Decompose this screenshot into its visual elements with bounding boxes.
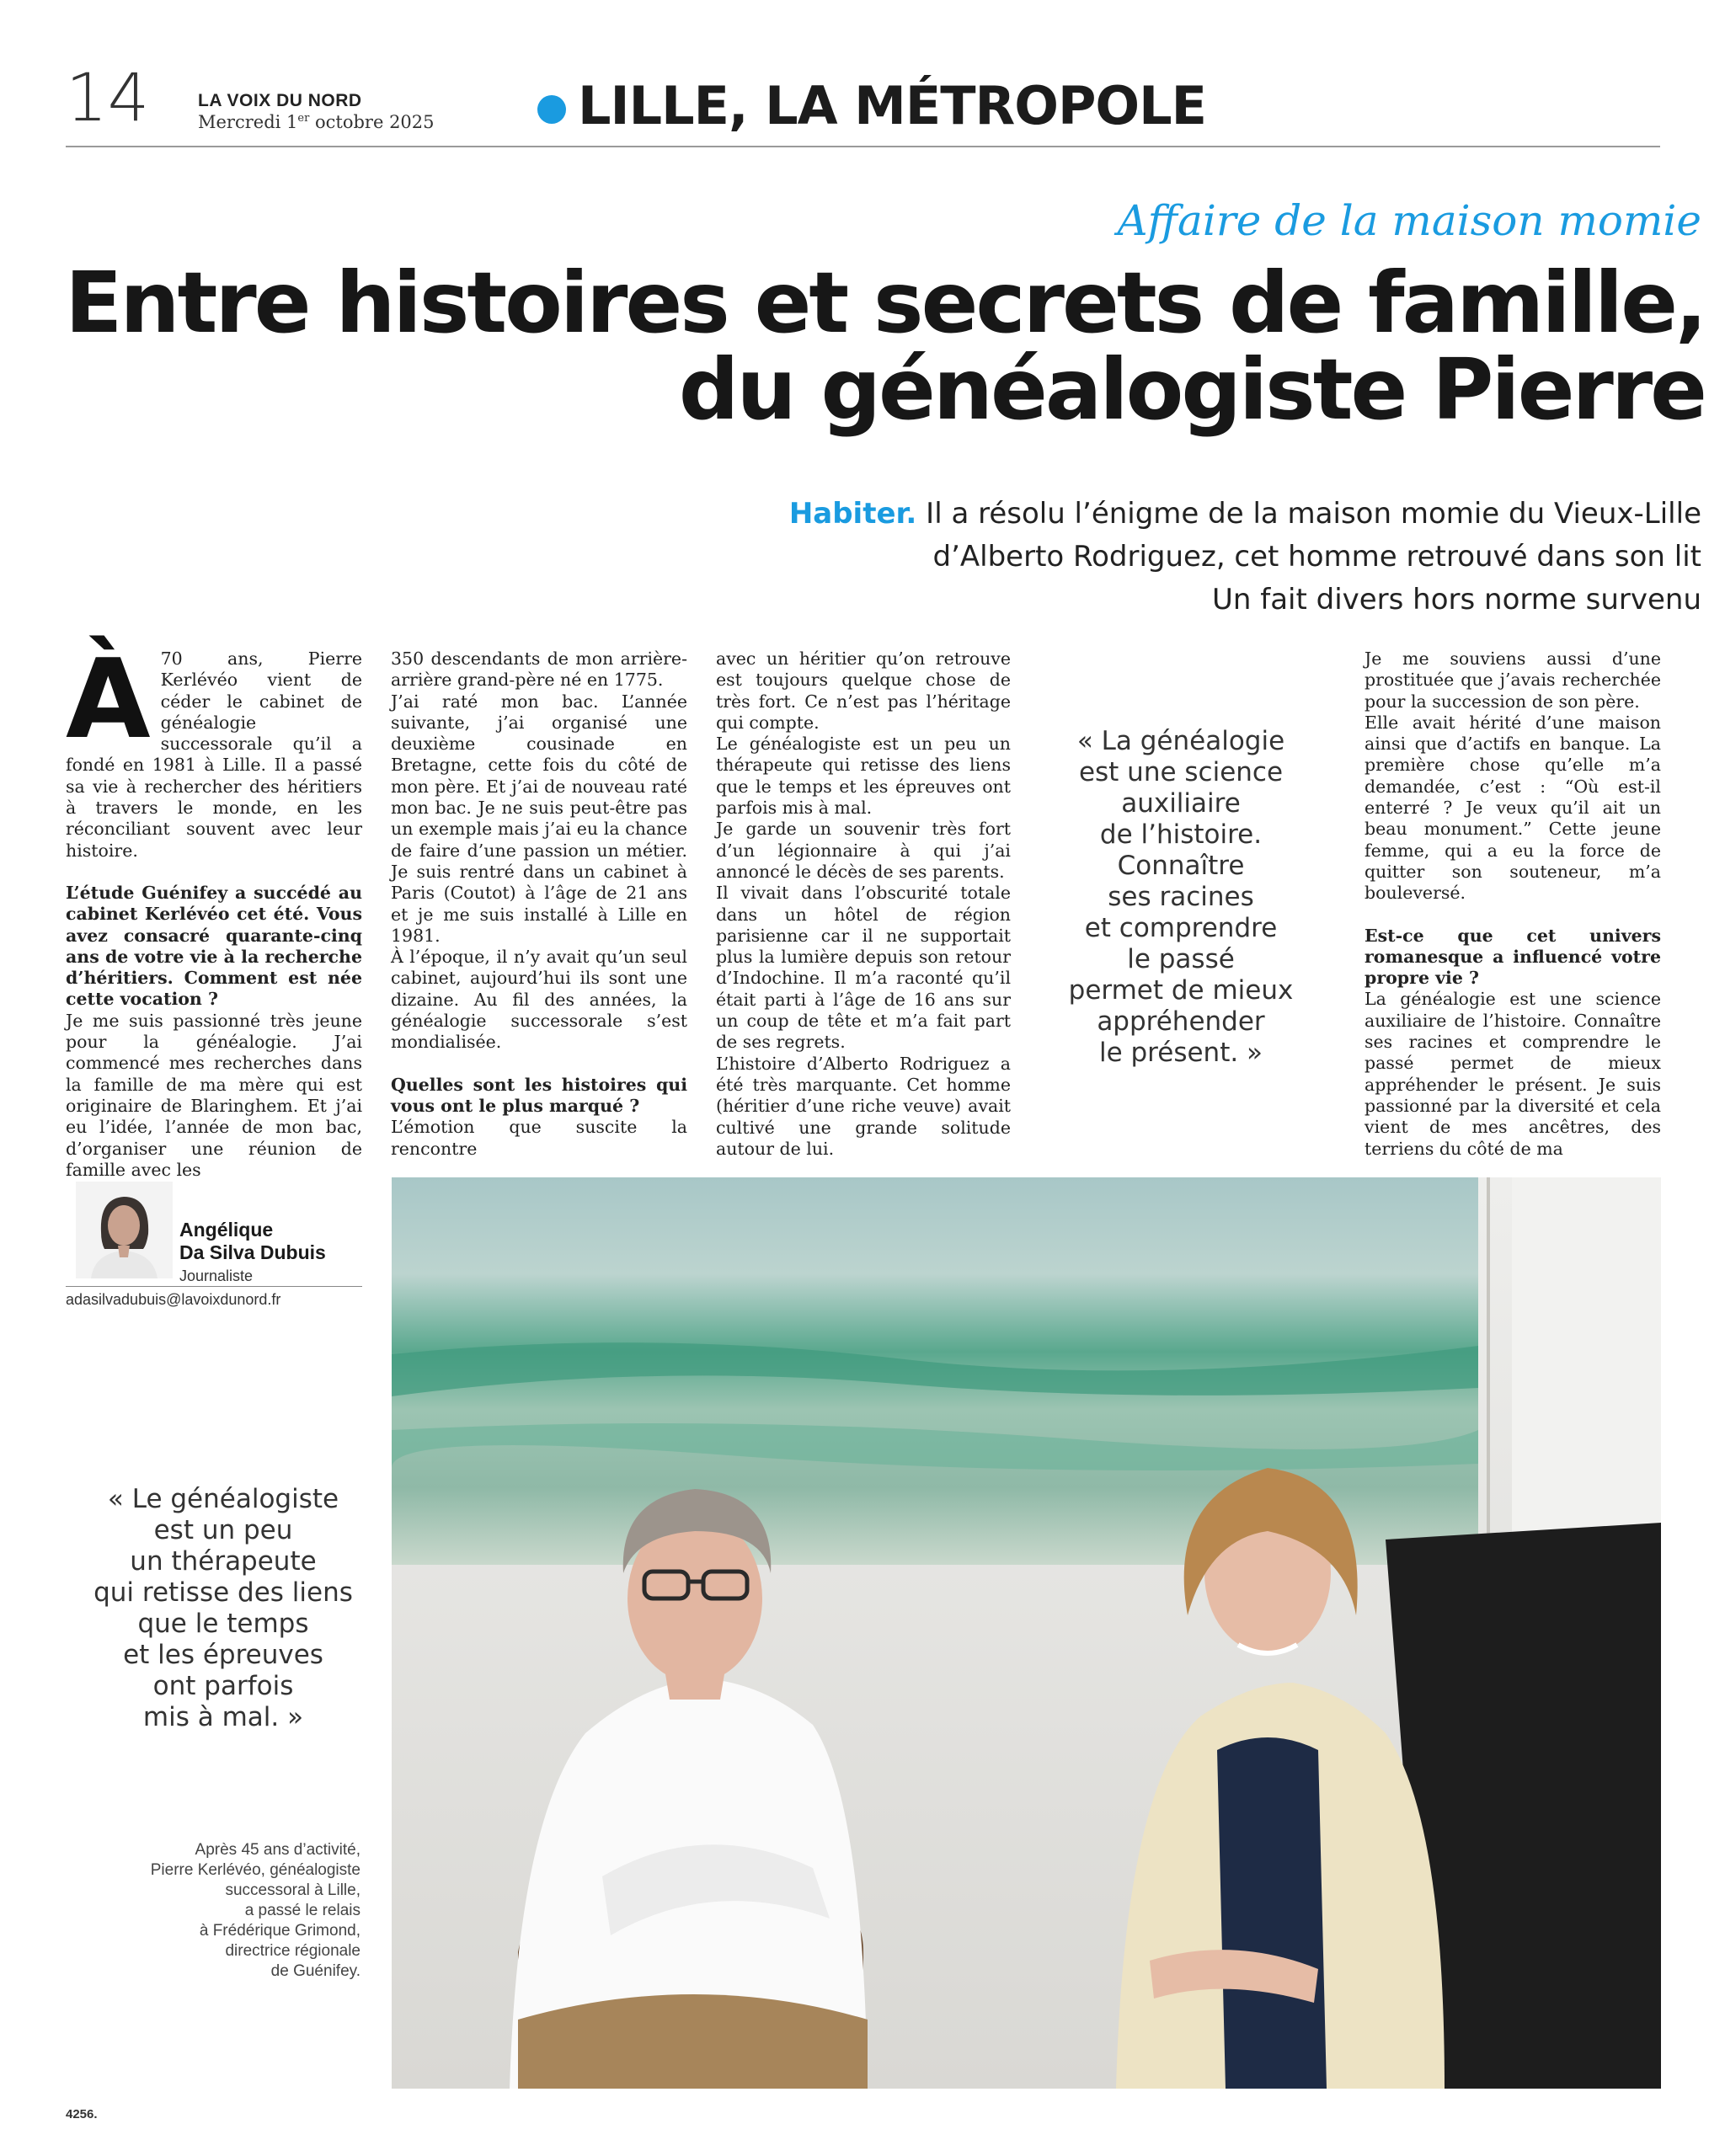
deck-line-3: Un fait divers hors norme survenu (1211, 583, 1701, 616)
publication-name: LA VOIX DU NORD (198, 91, 362, 110)
page-folio: 4256. (66, 2107, 98, 2121)
author-name: Angélique Da Silva Dubuis (179, 1219, 326, 1263)
pull-quote-2: « Le généalogiste est un peu un thérapeute qui retisse des liens que le temps et les épreuves ont parfois mis à mal. » (93, 1484, 353, 1732)
body-column-2 (391, 648, 687, 1160)
deck-lead: Habiter. (788, 497, 917, 531)
paragraph: avec un héritier qu’on retrouve est toujours quelque chose de très fort. Ce n’est pas l’héritage qui compte. (716, 648, 1011, 733)
paragraph: 70 ans, Pierre Kerlévéo vient de céder le cabinet de généalogie successorale qu’il a fondé en 1981 à Lille. Il a passé sa vie à rechercher des héritiers à travers le monde, en les réconciliant souvent avec leur histoire. (66, 648, 362, 861)
paragraph: La généalogie est une science auxiliaire de l’histoire. Connaître ses racines et comprendre le passé permet de mieux appréhender le présent. Je suis passionné par la diversité et cela vient de mes ancêtres, des terriens du côté de ma (1365, 989, 1661, 1159)
page-number: 14 (66, 61, 150, 136)
publication-date: Mercredi 1er octobre 2025 (198, 112, 435, 132)
byline-divider (66, 1286, 362, 1287)
article-photo (392, 1177, 1661, 2089)
question: L’étude Guénifey a succédé au cabinet Kerlévéo cet été. Vous avez consacré quarante-cinq ans de votre vie à la recherche d’héritiers. Comment est née cette vocation ? (66, 882, 362, 1010)
paragraph: À l’époque, il n’y avait qu’un seul cabinet, aujourd’hui ils sont une dizaine. Au fil des années, la généalogie successorale s’est mondialisée. (391, 947, 687, 1053)
section-title: LILLE, LA MÉTROPOLE (578, 75, 1206, 136)
pull-quote-1: « La généalogie est une science auxiliaire de l’histoire. Connaître ses racines et comprendre le passé permet de mieux appréhender le présent. » (1068, 726, 1294, 1068)
paragraph: 350 descendants de mon arrière-arrière grand-père né en 1775. (391, 648, 687, 691)
paragraph: Je me suis passionné très jeune pour la généalogie. J’ai commencé mes recherches dans la famille de ma mère qui est originaire de Blaringhem. Et j’ai eu l’idée, l’année de mon bac, d’organiser une réunion de famille avec les (66, 1010, 362, 1180)
header-divider (66, 146, 1660, 147)
headline (65, 253, 1705, 439)
author-avatar (76, 1182, 173, 1278)
drop-cap: À (66, 635, 151, 763)
paragraph: Le généalogiste est un peu un thérapeute qui retisse des liens que le temps et les épreuves ont parfois mis à mal. (716, 734, 1011, 819)
deck-line-1: Il a résolu l’énigme de la maison momie du Vieux-Lille (916, 497, 1701, 531)
paragraph: Elle avait hérité d’une maison ainsi que d’actifs en banque. La première chose qu’elle m’a demandée, c’est : “Où est-il enterré ? Je veux qu’il ait un beau monument.” Cette jeune femme, qui a eu la force de quitter son souteneur, m’a bouleversé. (1365, 712, 1661, 904)
author-role: Journaliste (179, 1267, 254, 1284)
question: Quelles sont les histoires qui vous ont le plus marqué ? (391, 1074, 687, 1116)
paragraph: J’ai raté mon bac. L’année suivante, j’ai organisé une deuxième cousinade en Bretagne, cette fois du côté de mon père. Et j’ai de nouveau raté mon bac. Je ne suis peut-être pas un exemple mais j’ai eu la chance de faire d’une passion un métier. Je suis rentré dans un cabinet à Paris (Coutot) à l’âge de 21 ans et je me suis installé à Lille en 1981. (391, 691, 687, 946)
body-column-1 (66, 635, 362, 1181)
paragraph: Je me souviens aussi d’une prostituée que j’avais recherchée pour la succession de son père. (1365, 648, 1661, 712)
photo-caption: Après 45 ans d’activité, Pierre Kerlévéo, généalogiste successoral à Lille, a passé le relais à Frédérique Grimond, directrice régionale de Guénifey. (150, 1841, 360, 1980)
body-column-5 (1365, 648, 1661, 1160)
paragraph: Il vivait dans l’obscurité totale dans un hôtel de région parisienne car il ne supportait plus la lumière depuis son retour d’Indochine. Il m’a raconté qu’il était parti à l’âge de 16 ans sur un coup de tête et m’a fait part de ses regrets. (716, 883, 1011, 1053)
paragraph: L’histoire d’Alberto Rodriguez a été très marquante. Cet homme (héritier d’une riche veuve) avait cultivé une grande solitude autour de lui. (716, 1053, 1011, 1159)
deck-line-2: d’Alberto Rodriguez, cet homme retrouvé dans son lit (932, 540, 1701, 574)
section-bullet-icon (537, 95, 566, 124)
headline-line-2: du généalogiste Pierre (678, 340, 1705, 439)
headline-line-1: Entre histoires et secrets de famille, (65, 253, 1705, 352)
question: Est-ce que cet univers romanesque a influencé votre propre vie ? (1365, 925, 1661, 989)
kicker: Affaire de la maison momie (1117, 196, 1701, 245)
body-column-3 (716, 648, 1011, 1160)
paragraph: L’émotion que suscite la rencontre (391, 1117, 687, 1159)
paragraph: Je garde un souvenir très fort d’un légionnaire à qui j’ai annoncé le décès de ses parents. (716, 819, 1011, 882)
deck (789, 493, 1701, 622)
author-email[interactable]: adasilvadubuis@lavoixdunord.fr (66, 1291, 281, 1308)
